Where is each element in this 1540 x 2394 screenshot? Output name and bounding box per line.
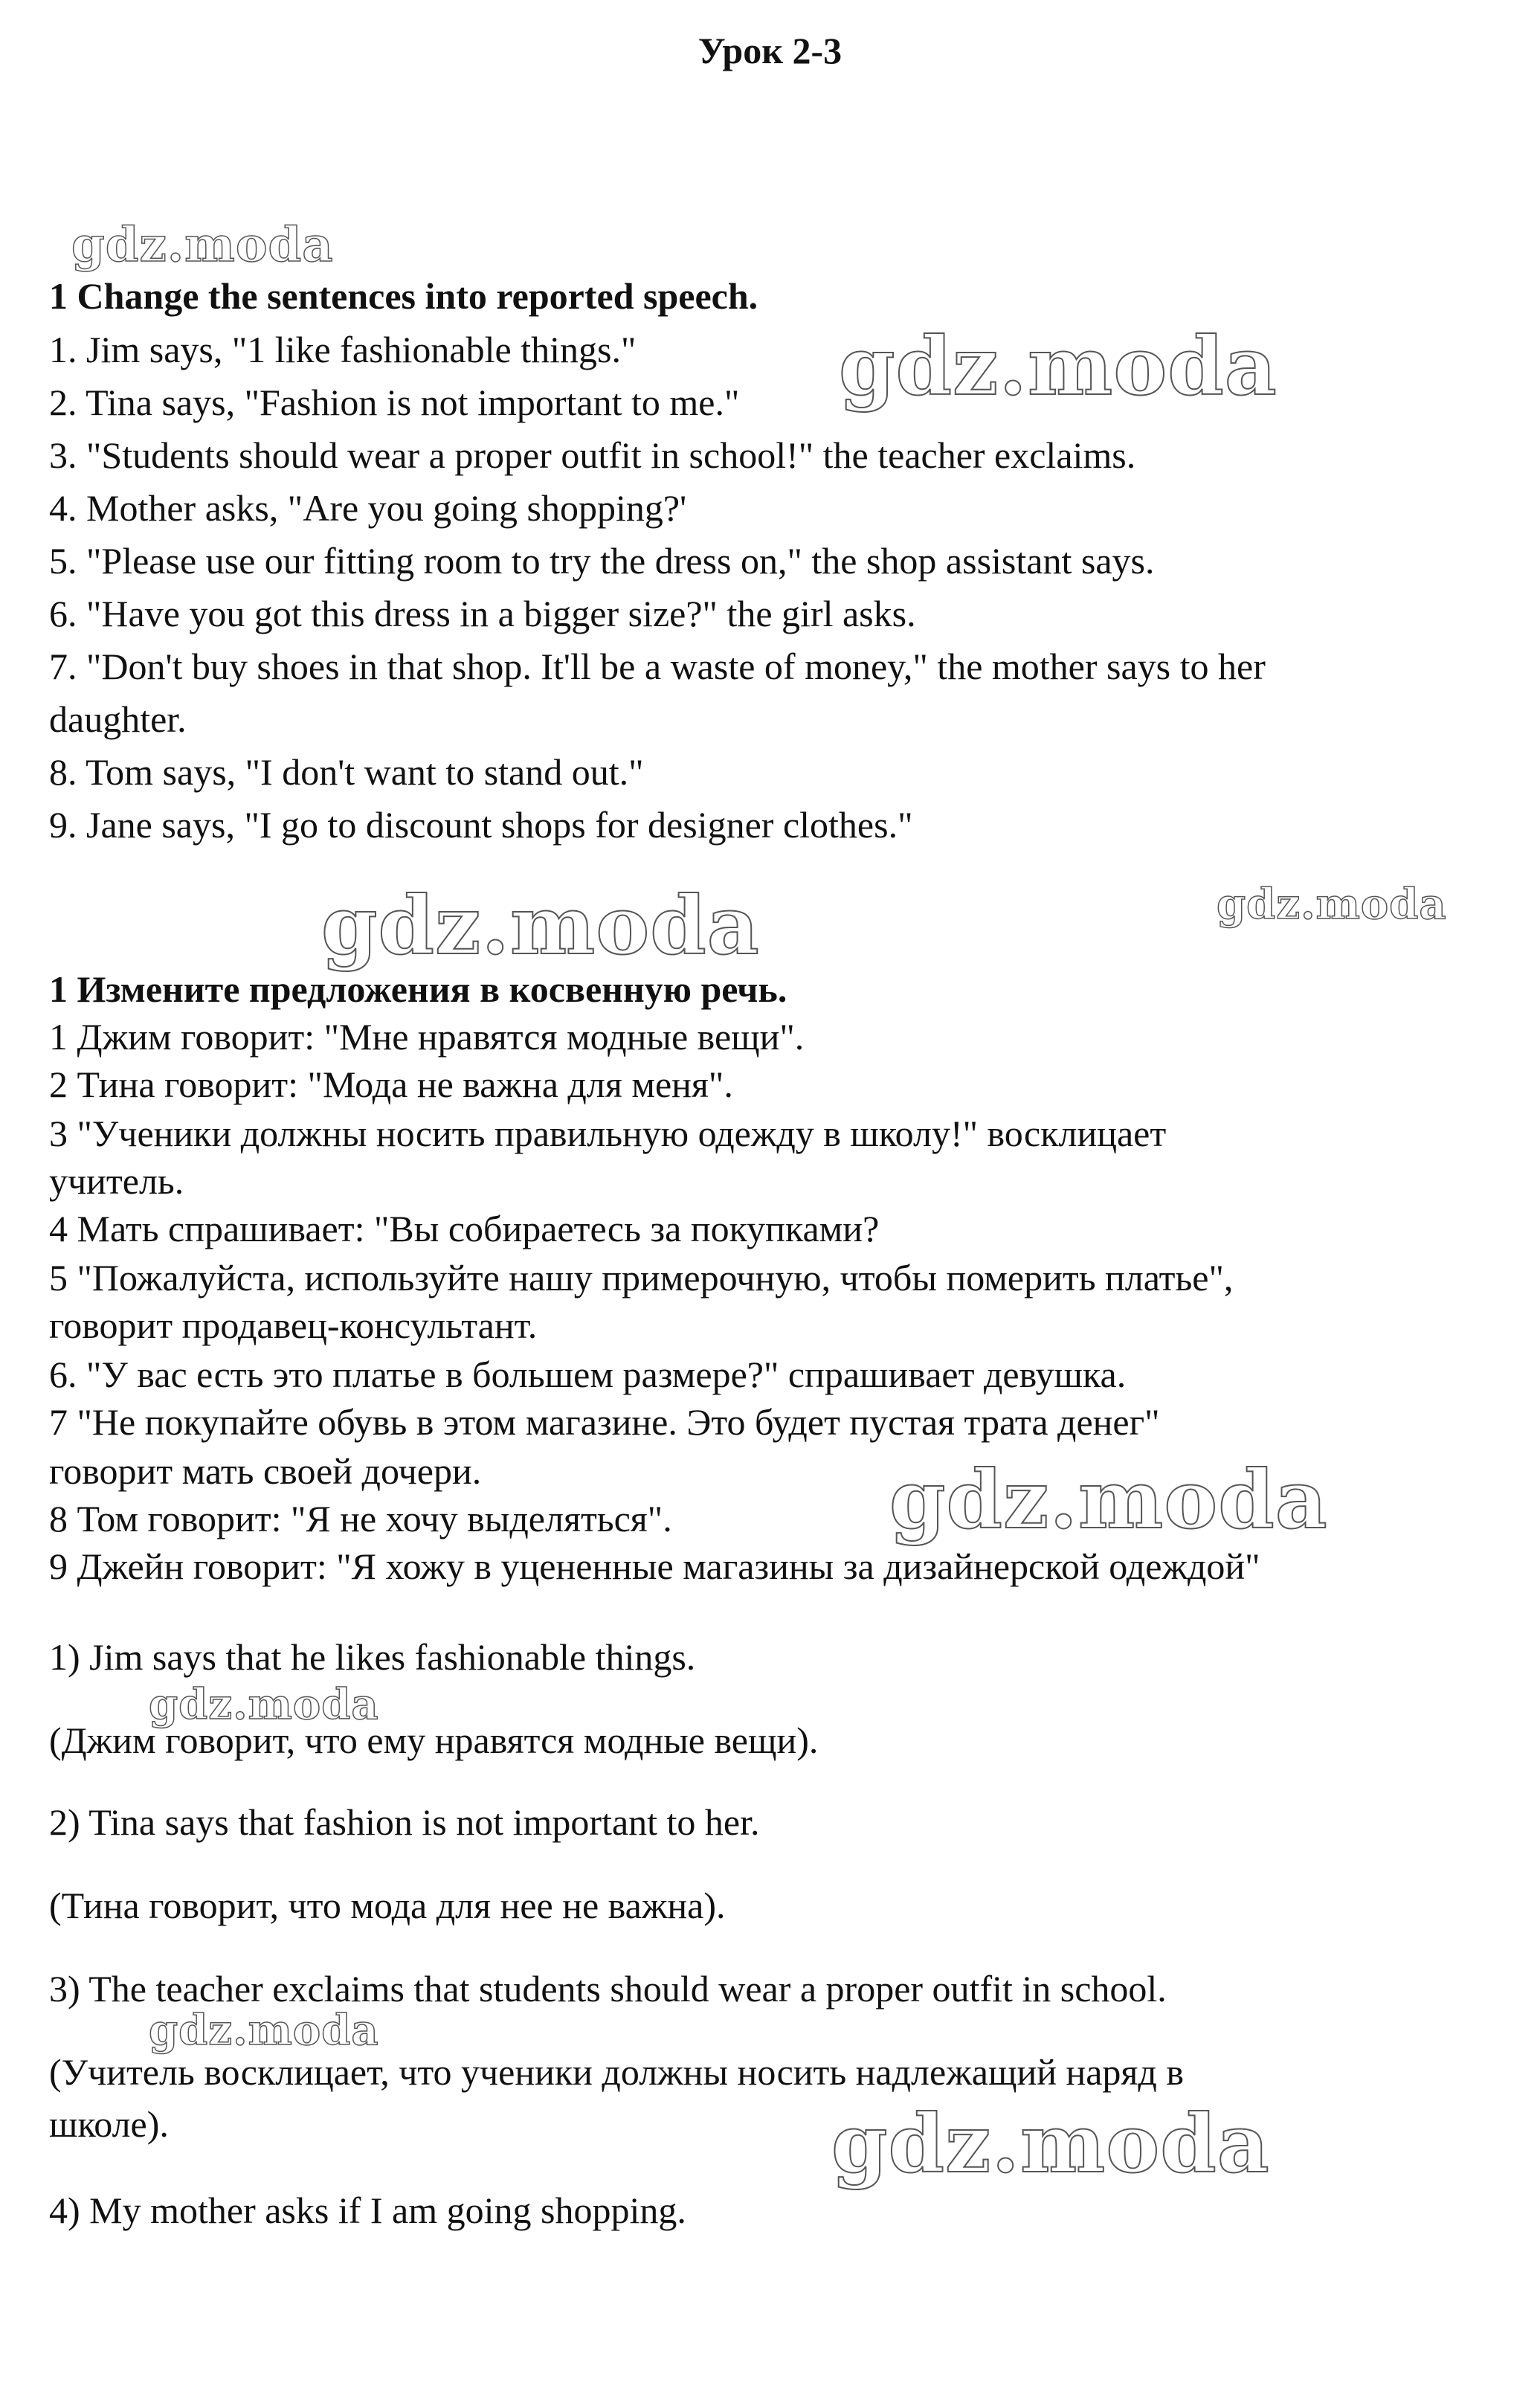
task-en-item: 2. Tina says, "Fashion is not important to me.": [49, 382, 740, 423]
task-en-item: daughter.: [49, 698, 187, 740]
task-en-heading: 1 Change the sentences into reported speech.: [49, 275, 758, 317]
task-ru-item: говорит продавец-консультант.: [49, 1304, 538, 1346]
task-en-item: 9. Jane says, "I go to discount shops for designer clothes.": [49, 804, 913, 846]
answer-line: школе).: [49, 2103, 169, 2145]
page-title: Урок 2-3: [697, 30, 843, 71]
task-en-item: 8. Tom says, "I don't want to stand out.": [49, 751, 644, 793]
task-ru-item: 3 "Ученики должны носить правильную одежду в школу!" восклицает: [49, 1113, 1167, 1154]
task-en-item: 1. Jim says, "1 like fashionable things.": [49, 329, 637, 370]
watermark: gdz.moda: [831, 2097, 1270, 2191]
answer-line: 2) Tina says that fashion is not important to her.: [49, 1801, 760, 1843]
answer-line: (Учитель восклицает, что ученики должны носить надлежащий наряд в: [49, 2051, 1184, 2093]
task-en-item: 6. "Have you got this dress in a bigger size?" the girl asks.: [49, 593, 916, 634]
task-ru-item: 8 Том говорит: "Я не хочу выделяться".: [49, 1498, 672, 1539]
task-en-item: 3. "Students should wear a proper outfit in school!" the teacher exclaims.: [49, 434, 1136, 476]
task-ru-item: учитель.: [49, 1160, 184, 1202]
answer-line: 4) My mother asks if I am going shopping.: [49, 2189, 686, 2231]
task-en-item: 5. "Please use our fitting room to try the dress on," the shop assistant says.: [49, 540, 1155, 582]
task-en-item: 7. "Don't buy shoes in that shop. It'll be a waste of money," the mother says to her: [49, 646, 1266, 687]
task-ru-item: 7 "Не покупайте обувь в этом магазине. Это будет пустая трата денег": [49, 1401, 1160, 1443]
task-ru-item: 5 "Пожалуйста, используйте нашу примерочную, чтобы померить платье",: [49, 1257, 1234, 1299]
task-ru-item: говорит мать своей дочери.: [49, 1450, 482, 1492]
task-ru-item: 1 Джим говорит: "Мне нравятся модные вещи".: [49, 1016, 805, 1058]
watermark: gdz.moda: [149, 1680, 379, 1729]
watermark: gdz.moda: [1217, 880, 1447, 929]
task-ru-item: 6. "У вас есть это платье в большем размере?" спрашивает девушка.: [49, 1354, 1127, 1395]
watermark: gdz.moda: [149, 2006, 379, 2055]
answer-line: 3) The teacher exclaims that students should wear a proper outfit in school.: [49, 1968, 1167, 2010]
watermark: gdz.moda: [839, 320, 1278, 414]
task-ru-item: 4 Мать спрашивает: "Вы собираетесь за покупками?: [49, 1208, 880, 1249]
task-ru-heading: 1 Измените предложения в косвенную речь.: [49, 968, 787, 1010]
task-en-item: 4. Mother asks, "Are you going shopping?': [49, 487, 687, 529]
watermark: gdz.moda: [889, 1453, 1328, 1547]
answer-line: (Тина говорит, что мода для нее не важна).: [49, 1885, 726, 1926]
task-ru-item: 9 Джейн говорит: "Я хожу в уцененные магазины за дизайнерской одеждой": [49, 1545, 1260, 1587]
task-ru-item: 2 Тина говорит: "Мода не важна для меня".: [49, 1064, 733, 1105]
watermark: gdz.moda: [71, 217, 334, 273]
answer-line: (Джим говорит, что ему нравятся модные вещи).: [49, 1719, 819, 1761]
watermark: gdz.moda: [321, 879, 760, 973]
answer-line: 1) Jim says that he likes fashionable things.: [49, 1636, 696, 1678]
